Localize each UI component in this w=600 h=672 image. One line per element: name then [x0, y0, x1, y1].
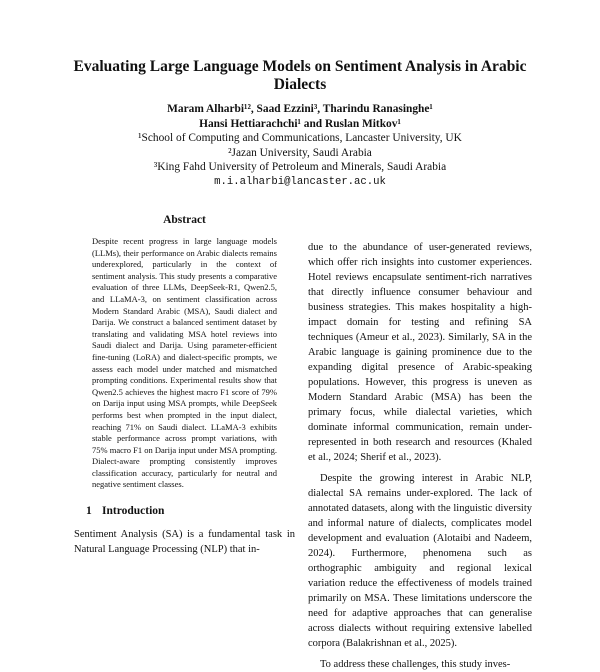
right-column: [308, 240, 532, 672]
body-paragraph-1: due to the abundance of user-generated reviews, which offer rich insights into customer experiences. Hotel reviews encapsulate sentiment-rich narratives that directly influence consumer behaviour and business strategies. This makes hospitality a high-impact domain for testing and refining SA techniques (Ameur et al., 2023). Similarly, SA in the Arabic language is gaining prominence due to the expanding digital presence of Arabic-speaking populations. However, this progress is uneven as Modern Standard Arabic (MSA) has been the primary focus, while dialectal varieties, which dominate informal communication, remain under-represented in both research and resources (Khaled et al., 2024; Sherif et al., 2023).: [308, 242, 532, 463]
author-block: [40, 102, 560, 190]
abstract-heading: Abstract: [163, 214, 206, 226]
author-names-line-1: Maram Alharbi¹², Saad Ezzini³, Tharindu Ranasinghe¹: [167, 103, 433, 115]
abstract-text: Despite recent progress in large language models (LLMs), their performance on Arabic dialects remains underexplored, particularly in the context of sentiment analysis. This study presents a comparative evaluation of three LLMs, DeepSeek-R1, Qwen2.5, and LLaMA-3, on sentiment classification across Modern Standard Arabic (MSA), Saudi dialect and Darija. We construct a balanced sentiment dataset by translating and validating MSA hotel reviews into Saudi dialect and Darija. Using parameter-efficient fine-tuning (LoRA) and dialect-specific prompts, we assess each model under matched and mismatched prompting conditions. Experimental results show that Qwen2.5 achieves the highest macro F1 score of 79% on Darija input using MSA prompts, while DeepSeek performs best when prompted in the input dialect, reaching 71% on Saudi dialect. LLaMA-3 exhibits stable performance across prompt variations, with 75% macro F1 on Darija input under MSA prompting. Dialect-aware prompting consistently improves classification accuracy, particularly for neutral and negative sentiment classes.: [92, 236, 277, 490]
section-title: Introduction: [102, 505, 165, 518]
left-column: [74, 214, 295, 557]
author-email[interactable]: m.i.alharbi@lancaster.ac.uk: [214, 175, 386, 188]
affiliation-1: ¹School of Computing and Communications, Lancaster University, UK: [138, 132, 462, 145]
affiliation-2: ²Jazan University, Saudi Arabia: [228, 146, 372, 159]
affiliation-3: ³King Fahd University of Petroleum and Minerals, Saudi Arabia: [153, 161, 447, 174]
author-names-line-2: Hansi Hettiarachchi¹ and Ruslan Mitkov¹: [199, 117, 401, 130]
paper-title: Evaluating Large Language Models on Sentiment Analysis in Arabic Dialects: [73, 58, 527, 93]
section-number: 1: [86, 505, 92, 518]
body-paragraph-3: To address these challenges, this study inves-: [320, 659, 511, 670]
section-heading-introduction: [86, 505, 283, 517]
intro-paragraph-start: Sentiment Analysis (SA) is a fundamental task in Natural Language Processing (NLP) that in-: [74, 529, 295, 556]
body-paragraph-2: Despite the growing interest in Arabic NLP, dialectal SA remains under-explored. The lack of annotated datasets, along with the linguistic diversity and informal nature of dialects, complicates model development and evaluation (Alotaibi and Nadeem, 2024). Furthermore, phenomena such as orthographic ambiguity and regional lexical variation reduce the effectiveness of models trained primarily on MSA. These limitations underscore the need for adaptive approaches that can generalise across dialects without requiring extensive labelled corpora (Balakrishnan et al., 2025).: [308, 473, 532, 649]
